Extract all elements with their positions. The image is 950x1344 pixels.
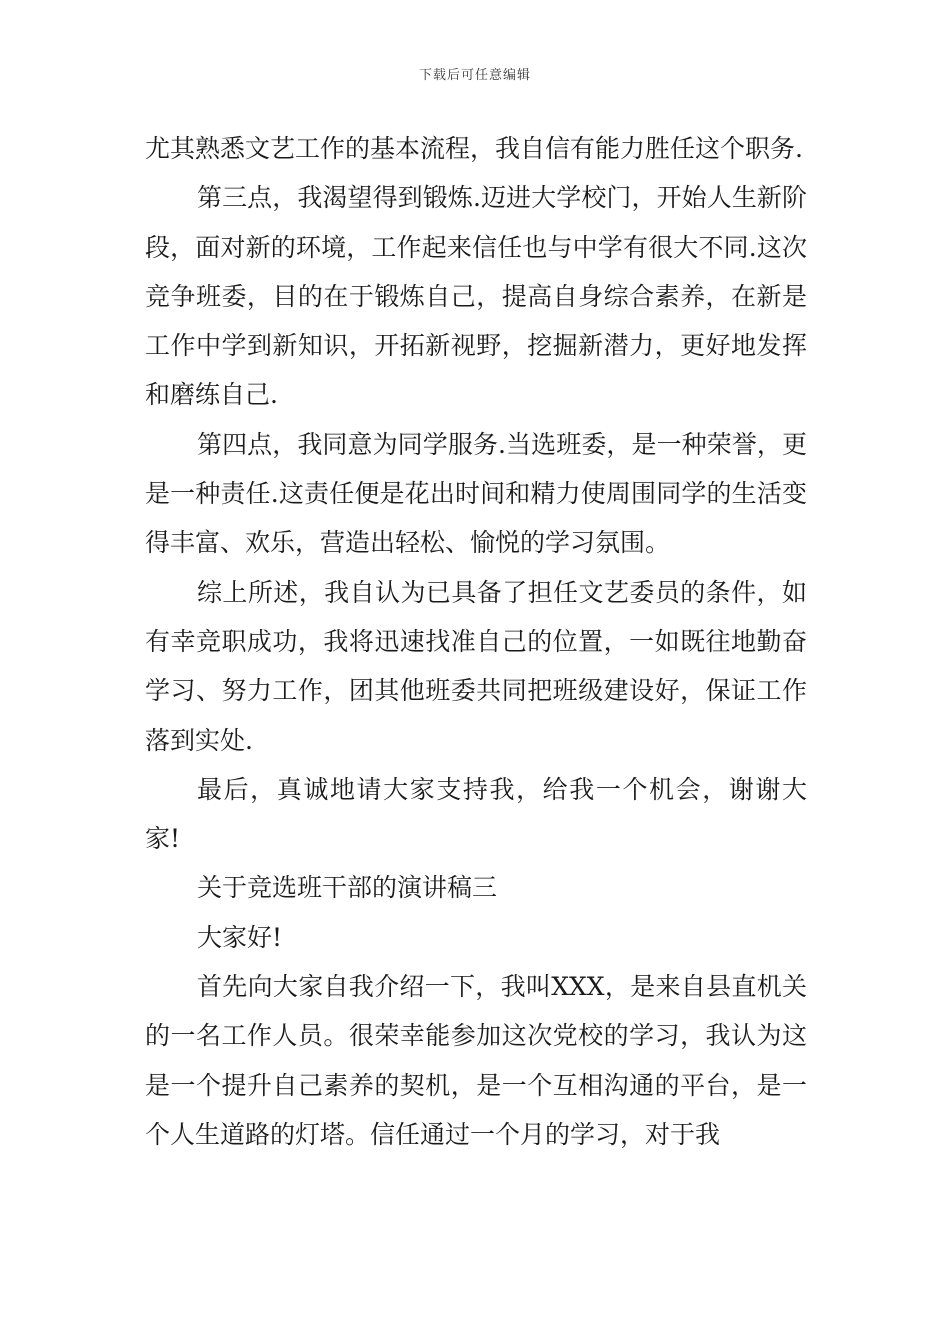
section-heading: 关于竞选班干部的演讲稿三 — [197, 873, 498, 903]
paragraph-introduction: 首先向大家自我介绍一下，我叫XXX，是来自县直机关的一名工作人员。很荣幸能参加这次党校的学习，我认为这是一个提升自己素养的契机，是一个互相沟通的平台，是一个人生道路的灯塔。信任通过一个月的学习，对于我 — [145, 972, 807, 1149]
greeting: 大家好! — [197, 922, 283, 952]
paragraph-summary: 综上所述，我自认为已具备了担任文艺委员的条件，如有幸竞职成功，我将迅速找准自己的位置，一如既往地勤奋学习、努力工作，团其他班委共同把班级建设好，保证工作落到实处. — [145, 577, 807, 755]
page-header-note: 下载后可任意编辑 — [418, 68, 531, 83]
document-body — [145, 124, 807, 1159]
paragraph-continuation: 尤其熟悉文艺工作的基本流程，我自信有能力胜任这个职务. — [145, 134, 803, 163]
paragraph-point-four: 第四点，我同意为同学服务.当选班委，是一种荣誉，更是一种责任.这责任便是花出时间和精力使周围同学的生活变得丰富、欢乐，营造出轻松、愉悦的学习氛围。 — [145, 429, 807, 558]
paragraph-point-three: 第三点，我渴望得到锻炼.迈进大学校门，开始人生新阶段，面对新的环境，工作起来信任也与中学有很大不同.这次竞争班委，目的在于锻炼自己，提高自身综合素养，在新是工作中学到新知识，开拓新视野，挖掘新潜力，更好地发挥和磨练自己. — [145, 183, 807, 410]
paragraph-closing: 最后，真诚地请大家支持我，给我一个机会，谢谢大家! — [145, 774, 807, 854]
